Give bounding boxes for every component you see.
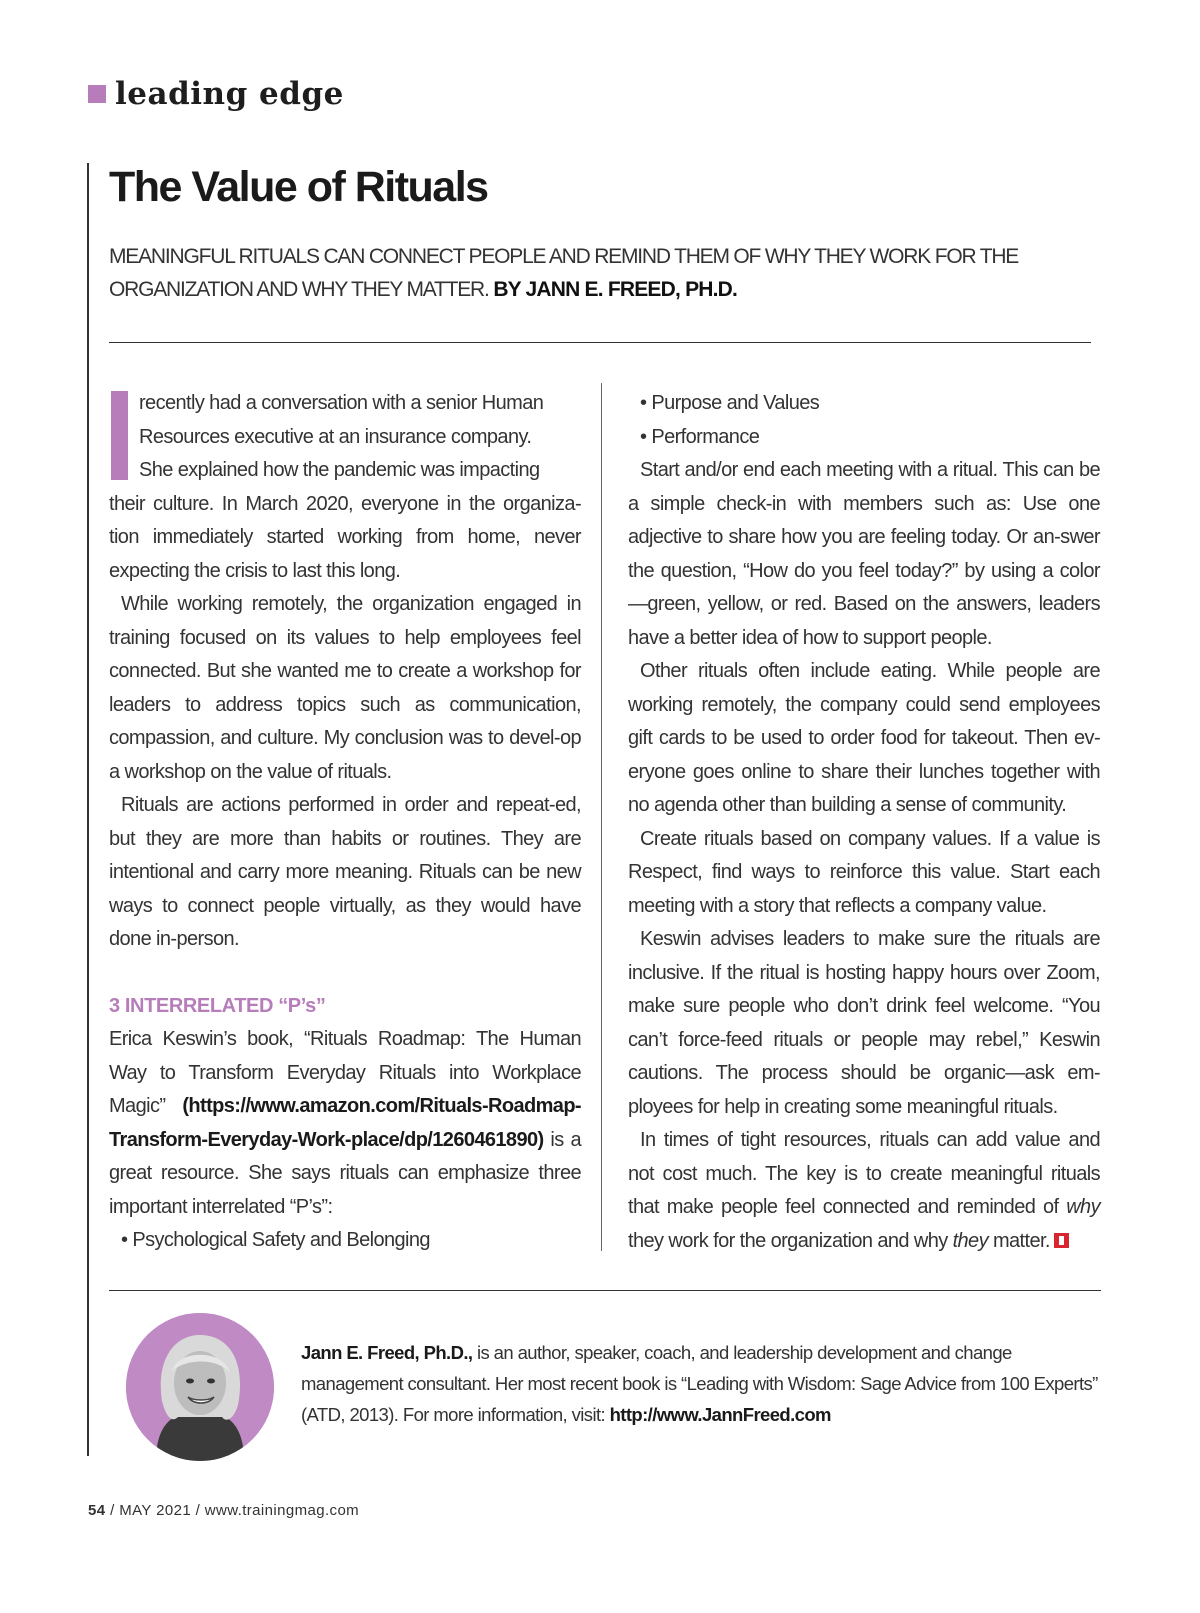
footer-text: / MAY 2021 / www.trainingmag.com xyxy=(105,1502,360,1519)
list-item-text: Purpose and Values xyxy=(651,392,820,414)
paragraph-text: is a great resource. She says rituals can emphasize three important interrelated “P’s”: xyxy=(109,1128,581,1218)
dropcap-line-2: Resources executive at an insurance company. xyxy=(139,425,532,448)
list-item: • Purpose and Values xyxy=(640,392,820,414)
bio-text: is an author, speaker, coach, and leadership development and change management consultant. Her most recent book is “Leading with Wisdom: Sage Advice from 100 Experts” (ATD, 2013). For more information, visit: xyxy=(301,1342,1098,1425)
paragraph-text: matter. xyxy=(987,1229,1050,1252)
paragraph: Rituals are actions performed in order and repeat-ed, but they are more than habits or routines. They are intentional and carry more meaning. Rituals can be new ways to connect people virtually, as they would have done in-person. xyxy=(109,794,581,950)
header-divider xyxy=(109,342,1091,343)
list-item-text: Psychological Safety and Belonging xyxy=(132,1229,430,1251)
column-divider xyxy=(601,383,602,1251)
deck-text: MEANINGFUL RITUALS CAN CONNECT PEOPLE AND REMIND THEM OF WHY THEY WORK FOR THE ORGANIZATION AND WHY THEY MATTER. xyxy=(109,245,1019,301)
paragraph: While working remotely, the organization engaged in training focused on its values to help employees feel connected. But she wanted me to create a workshop for leaders to address topics such as communication, compassion, and culture. My conclusion was to devel-op a workshop on the value of rituals. xyxy=(109,593,581,783)
bio-divider xyxy=(109,1290,1101,1291)
right-column xyxy=(628,387,1100,1258)
paragraph xyxy=(109,1023,581,1224)
page-number: 54 xyxy=(88,1502,106,1519)
article-title: The Value of Rituals xyxy=(109,163,488,211)
emphasis: why xyxy=(1066,1196,1100,1218)
author-avatar xyxy=(126,1313,274,1461)
paragraph-text: In times of tight resources, rituals can add value and not cost much. The key is to create meaningful rituals that make people feel connected and reminded of xyxy=(628,1129,1100,1218)
paragraph: Start and/or end each meeting with a ritual. This can be a simple check-in with members such as: Use one adjective to share how you are feeling today. Or an-swer the question, “How do you feel today?” by using a color—green, yellow, or red. Based on the answers, leaders have a better idea of how to support people. xyxy=(628,459,1100,649)
article-deck xyxy=(109,240,1109,306)
end-of-article-icon xyxy=(1054,1233,1069,1248)
bio-link[interactable]: http://www.JannFreed.com xyxy=(609,1404,831,1425)
dropcap-line-3: She explained how the pandemic was impacting xyxy=(139,459,540,481)
list-item-text: Performance xyxy=(651,425,760,448)
section-header xyxy=(88,76,344,112)
emphasis: they xyxy=(952,1229,988,1252)
paragraph-text: they work for the organization and why xyxy=(628,1229,953,1252)
dropcap-line-1: recently had a conversation with a senior Human xyxy=(139,392,544,414)
paragraph xyxy=(628,1124,1100,1258)
byline: BY JANN E. FREED, PH.D. xyxy=(493,278,738,301)
book-link[interactable]: (https://www.amazon.com/Rituals-Roadmap-Transform-Everyday-Work-place/dp/1260461890) xyxy=(109,1095,581,1151)
paragraph: Create rituals based on company values. If a value is Respect, find ways to reinforce this value. Start each meeting with a story that reflects a company value. xyxy=(628,827,1100,917)
list-item: • Performance xyxy=(640,425,760,448)
paragraph: Keswin advises leaders to make sure the rituals are inclusive. If the ritual is hosting happy hours over Zoom, make sure people who don’t drink feel welcome. “You can’t force-feed rituals or people may rebel,” Keswin cautions. The process should be organic—ask em-ployees for help in creating some meaningful rituals. xyxy=(628,928,1100,1118)
section-square-marker xyxy=(88,85,106,103)
page-footer xyxy=(88,1502,359,1519)
author-bio xyxy=(301,1337,1101,1430)
subheading: 3 INTERRELATED “P’s” xyxy=(109,994,326,1017)
paragraph: their culture. In March 2020, everyone in the organiza-tion immediately started working from home, never expecting the crisis to last this long. xyxy=(109,492,581,582)
author-portrait-icon xyxy=(126,1313,274,1461)
left-column xyxy=(109,387,581,1258)
list-item: • Psychological Safety and Belonging xyxy=(121,1229,430,1251)
paragraph-text: Erica Keswin’s book, “Rituals Roadmap: The Human Way to Transform Everyday Rituals into Workplace Magic” xyxy=(109,1028,581,1117)
paragraph: Other rituals often include eating. While people are working remotely, the company could send employees gift cards to be used to order food for takeout. Then ev-eryone goes online to share their lunches together with no agenda other than building a sense of community. xyxy=(628,660,1100,816)
section-label: leading edge xyxy=(115,76,344,112)
left-vertical-rule xyxy=(87,163,89,1456)
bio-name: Jann E. Freed, Ph.D., xyxy=(301,1342,473,1363)
